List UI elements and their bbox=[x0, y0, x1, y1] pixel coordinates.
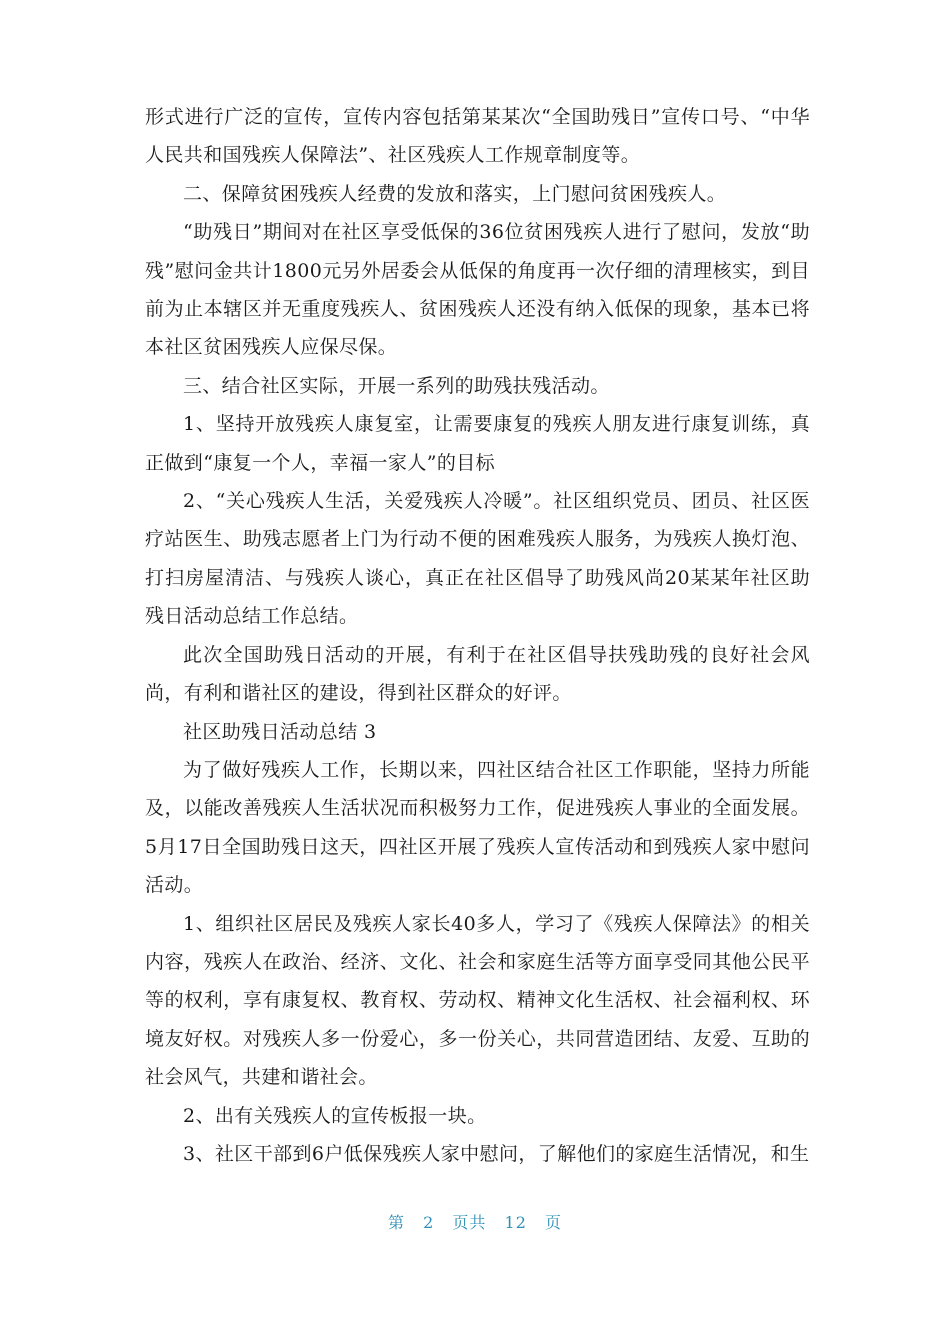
list-item: 2、“关心残疾人生活，关爱残疾人冷暖”。社区组织党员、团员、社区医疗站医生、助残志愿者上门为行动不便的困难残疾人服务，为残疾人换灯泡、打扫房屋清洁、与残疾人谈心，真正在社区倡导了助残风尚20某某年社区助残日活动总结工作总结。 bbox=[145, 490, 810, 628]
list-item: 3、社区干部到6户低保残疾人家中慰问，了解他们的家庭生活情况，和生 bbox=[183, 1142, 810, 1165]
paragraph: 形式进行广泛的宣传，宣传内容包括第某某次“全国助残日”宣传口号、“中华人民共和国残疾人保障法”、社区残疾人工作规章制度等。 bbox=[145, 106, 810, 167]
paragraph: 为了做好残疾人工作，长期以来，四社区结合社区工作职能，坚持力所能及，以能改善残疾人生活状况而积极努力工作，促进残疾人事业的全面发展。5月17日全国助残日这天，四社区开展了残疾人宣传活动和到残疾人家中慰问活动。 bbox=[145, 758, 810, 897]
footer-current-page: 2 bbox=[423, 1213, 435, 1232]
footer-prefix: 第 bbox=[388, 1213, 406, 1232]
subtitle: 社区助残日活动总结 3 bbox=[183, 720, 377, 743]
paragraph: “助残日”期间对在社区享受低保的36位贫困残疾人进行了慰问，发放“助残”慰问金共计1800元另外居委会从低保的角度再一次仔细的清理核实，到目前为止本辖区并无重度残疾人、贫困残疾人还没有纳入低保的现象，基本已将本社区贫困残疾人应保尽保。 bbox=[145, 221, 810, 359]
list-item: 1、组织社区居民及残疾人家长40多人，学习了《残疾人保障法》的相关内容，残疾人在政治、经济、文化、社会和家庭生活等方面享受同其他公民平等的权利，享有康复权、教育权、劳动权、精神文化生活权、社会福利权、环境友好权。对残疾人多一份爱心，多一份关心，共同营造团结、友爱、互助的社会风气，共建和谐社会。 bbox=[145, 912, 810, 1089]
footer-suffix: 页 bbox=[544, 1213, 562, 1232]
footer-total-pages: 12 bbox=[504, 1213, 527, 1232]
list-item: 1、坚持开放残疾人康复室，让需要康复的残疾人朋友进行康复训练，真正做到“康复一个人，幸福一家人”的目标 bbox=[145, 413, 810, 474]
page-footer bbox=[0, 1210, 950, 1233]
list-item: 2、出有关残疾人的宣传板报一块。 bbox=[183, 1104, 487, 1127]
document-body bbox=[145, 98, 810, 1173]
section-heading: 三、结合社区实际，开展一系列的助残扶残活动。 bbox=[183, 374, 610, 397]
section-heading: 二、保障贫困残疾人经费的发放和落实，上门慰问贫困残疾人。 bbox=[183, 182, 727, 205]
footer-middle: 页共 bbox=[452, 1213, 487, 1232]
paragraph: 此次全国助残日活动的开展，有利于在社区倡导扶残助残的良好社会风尚，有利和谐社区的建设，得到社区群众的好评。 bbox=[145, 643, 810, 705]
